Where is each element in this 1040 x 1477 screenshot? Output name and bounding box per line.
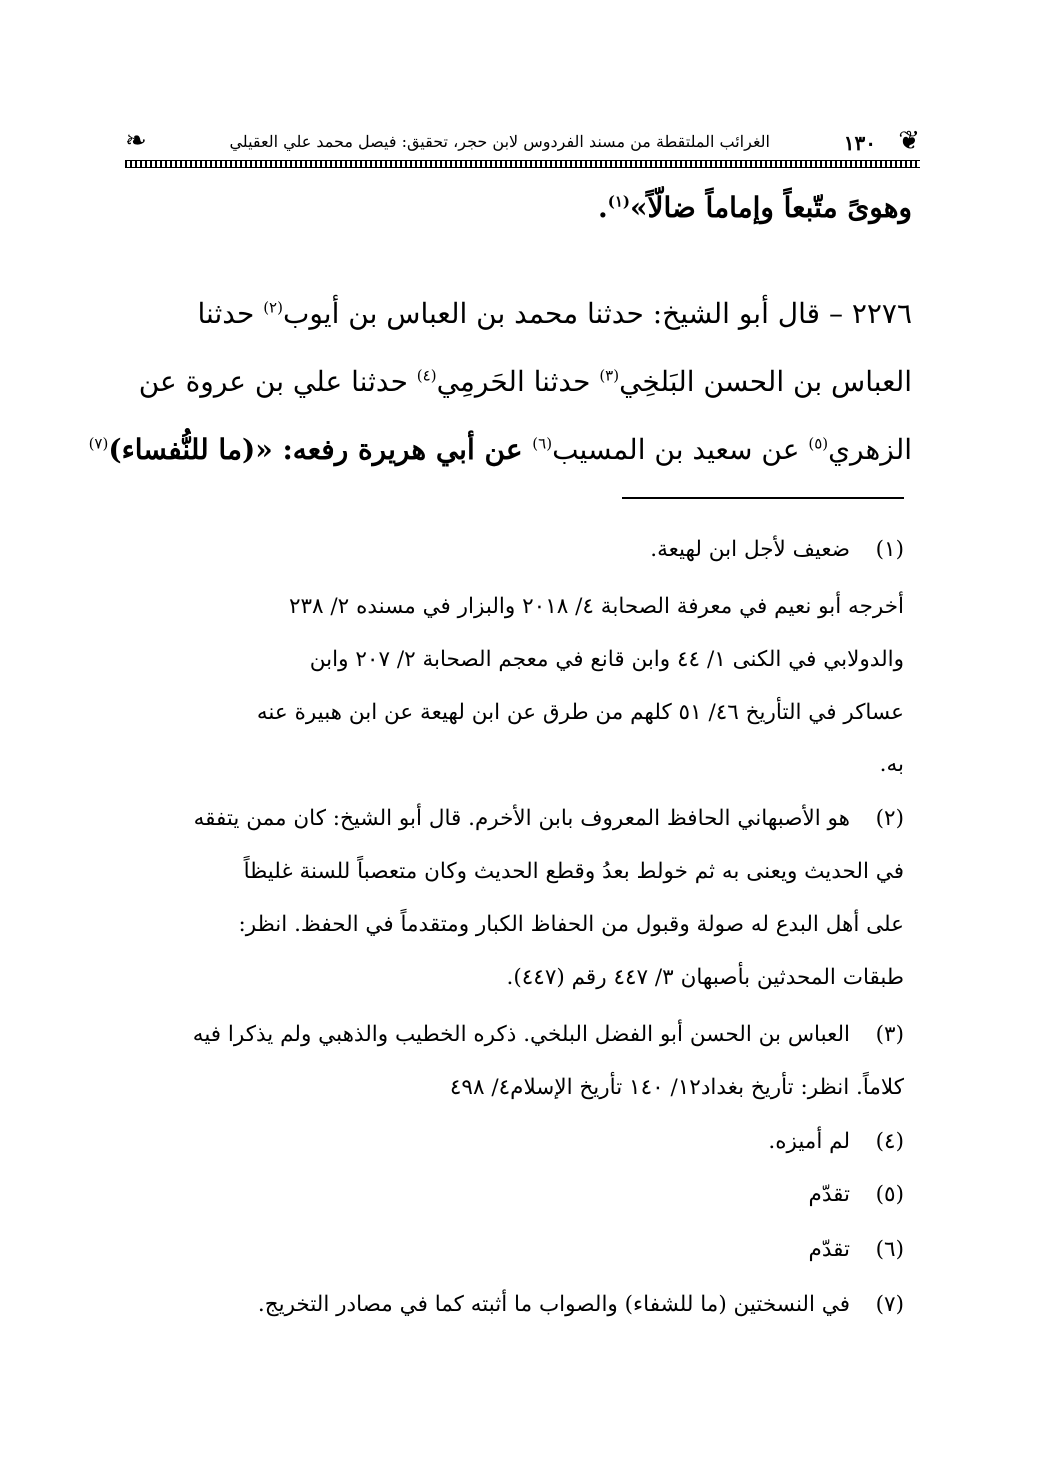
footnote-ref-1: (١) xyxy=(607,192,631,211)
line1-end: . xyxy=(597,191,608,224)
footnote-line: ضعيف لأجل ابن لهيعة. xyxy=(650,537,850,562)
footnote-line: تقدّم xyxy=(808,1237,850,1262)
running-title: الغرائب الملتقطة من مسند الفردوس لابن حجر، تحقيق: فيصل محمد علي العقيلي xyxy=(229,132,770,151)
line3-text-b: حدثنا الحَرمِي xyxy=(436,365,600,398)
footnote-line: على أهل البدع له صولة وقبول من الحفاظ الكبار ومتقدماً في الحفظ. انظر: xyxy=(238,912,904,937)
line4-text-b: عن سعيد بن المسيب xyxy=(552,433,809,466)
line3-text-a: العباس بن الحسن البَلخِي xyxy=(619,365,912,398)
footnote-ref-3: (٣) xyxy=(599,366,620,385)
ornament-right-icon: ❦ xyxy=(898,126,920,156)
page-number: ١٣٠ xyxy=(843,131,876,155)
footnote-number: (٥) xyxy=(875,1182,904,1207)
footnote-line: والدولابي في الكنى ١/ ٤٤ وابن قانع في معجم الصحابة ٢/ ٢٠٧ وابن xyxy=(309,647,904,672)
footnote-line: تقدّم xyxy=(808,1182,850,1207)
footnote-line: في الحديث ويعنى به ثم خولط بعدُ وقطع الحديث وكان متعصباً للسنة غليظاً xyxy=(243,859,904,884)
main-line-4 xyxy=(89,430,912,470)
footnote-ref-4: (٤) xyxy=(416,366,437,385)
footnote-line: العباس بن الحسن أبو الفضل البلخي. ذكره الخطيب والذهبي ولم يذكرا فيه xyxy=(192,1022,850,1047)
main-line-1 xyxy=(598,188,912,228)
footnote-number: (٢) xyxy=(875,806,904,831)
line4-text-c: عن أبي هريرة رفعه: «(ما للنُّفساء) xyxy=(108,433,533,466)
line2-text-b: حدثنا xyxy=(197,297,264,330)
footnote-line: كلاماً. انظر: تأريخ بغداد١٢/ ١٤٠ تأريخ الإسلام٤/ ٤٩٨ xyxy=(449,1075,904,1100)
footnote-ref-6: (٦) xyxy=(532,434,553,453)
footnote-line: في النسختين (ما للشفاء) والصواب ما أثبته كما في مصادر التخريج. xyxy=(257,1292,850,1317)
line3-text-c: حدثنا علي بن عروة عن xyxy=(138,365,417,398)
line2-text-a: ٢٢٧٦ – قال أبو الشيخ: حدثنا محمد بن العباس بن أيوب xyxy=(282,297,912,330)
footnote-line: به. xyxy=(879,752,904,777)
header-rule xyxy=(125,160,920,168)
footnote-number: (١) xyxy=(875,537,904,562)
footnote-ref-2: (٢) xyxy=(263,298,283,317)
main-line-2 xyxy=(198,294,913,334)
footnote-line: أخرجه أبو نعيم في معرفة الصحابة ٤/ ٢٠١٨ والبزار في مسنده ٢/ ٢٣٨ xyxy=(288,594,904,619)
footnote-ref-7: (٧) xyxy=(88,434,109,453)
footnote-line: عساكر في التأريخ ٤٦/ ٥١ كلهم من طرق عن ابن لهيعة عن ابن هبيرة عنه xyxy=(256,700,904,725)
ornament-left-icon: ❧ xyxy=(125,126,147,156)
footnote-line: طبقات المحدثين بأصبهان ٣/ ٤٤٧ رقم (٤٤٧). xyxy=(506,965,904,990)
footnote-number: (٤) xyxy=(875,1129,904,1154)
footnote-line: هو الأصبهاني الحافظ المعروف بابن الأخرم. قال أبو الشيخ: كان ممن يتفقه xyxy=(193,806,850,831)
footnote-number: (٦) xyxy=(875,1237,904,1262)
footnote-line: لم أميزه. xyxy=(768,1129,850,1154)
main-line-3 xyxy=(139,362,912,402)
line4-text-a: الزهري xyxy=(828,433,912,466)
footnote-number: (٣) xyxy=(875,1022,904,1047)
running-header xyxy=(125,126,920,176)
footnote-ref-5: (٥) xyxy=(808,434,829,453)
footnote-number: (٧) xyxy=(875,1292,904,1317)
footnote-separator xyxy=(622,497,904,499)
line1-text: وهوىً متّبعاً وإماماً ضالّاً» xyxy=(630,191,912,224)
